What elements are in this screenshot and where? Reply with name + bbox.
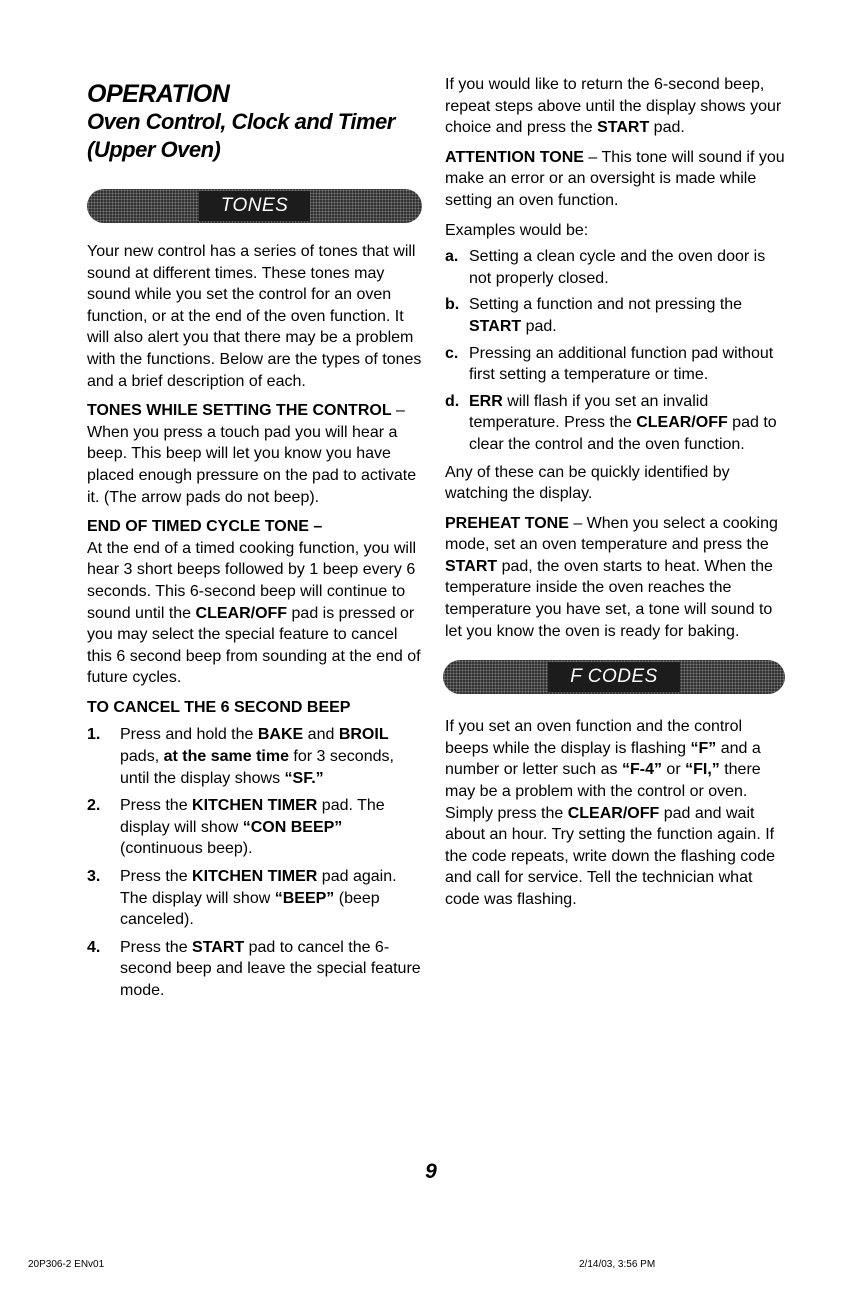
list-item: 4. Press the START pad to cancel the 6-second beep and leave the special feature mode. (87, 938, 421, 999)
page-title: OPERATION (87, 80, 230, 108)
attention-examples (445, 246, 785, 455)
left-column (87, 80, 422, 1002)
attention-heading: ATTENTION TONE (445, 148, 584, 166)
section-subtitle: (Upper Oven) (87, 137, 221, 162)
end-timed-heading: END OF TIMED CYCLE TONE – (87, 518, 323, 536)
preheat-paragraph: PREHEAT TONE – When you select a cooking mode, set an oven temperature and press the START pad, the oven starts to heat. When the temperature inside the oven reaches the temperature you have set, a tone will sound to let you know the oven is ready for baking. (445, 514, 778, 640)
return-note-paragraph: If you would like to return the 6-second beep, repeat steps above until the display shows your choice and press the START pad. (445, 76, 782, 137)
cancel-heading: TO CANCEL THE 6 SECOND BEEP (87, 698, 351, 716)
attention-paragraph: ATTENTION TONE – This tone will sound if you make an error or an oversight is made while setting an oven function. (445, 148, 785, 209)
fcodes-paragraph: If you set an oven function and the control beeps while the display is flashing “F” and a number or letter such as “F-4” or “FI,” there may be a problem with the control or oven. Simply press the CLEAR/OFF pad and wait about an hour. Try setting the function again. If the code repeats, write down the flashing code and call for service. Tell the technician what code was flashing. (445, 718, 775, 908)
intro-paragraph: Your new control has a series of tones that will sound at different times. These tones may sound while you set the control for an oven function, or at the end of the oven function. It will also alert you that there may be a problem with the functions. Below are the types of tones and a brief description of each. (87, 243, 422, 390)
list-item: a. Setting a clean cycle and the oven door is not properly closed. (445, 248, 766, 287)
fcodes-banner-label: F CODES (548, 662, 680, 692)
preheat-heading: PREHEAT TONE (445, 514, 569, 532)
footer-doc-code: 20P306-2 ENv01 (28, 1259, 105, 1270)
end-timed-paragraph: At the end of a timed cooking function, you will hear 3 short beeps followed by 1 beep every 6 seconds. This 6-second beep will continue to sound until the CLEAR/OFF pad is pressed or you may select the special feature to cancel this 6 second beep from sounding at the end of future cycles. (87, 539, 421, 687)
tones-banner-label: TONES (199, 191, 311, 221)
right-column (445, 74, 785, 911)
tones-setting-heading: TONES WHILE SETTING THE CONTROL (87, 402, 392, 420)
list-item: 3. Press the KITCHEN TIMER pad again. The display will show “BEEP” (beep canceled). (87, 868, 397, 929)
tones-setting-text: When you press a touch pad you will hear a beep. This beep will let you know you have placed enough pressure on the pad to activate it. (The arrow pads do not beep). (87, 423, 417, 506)
section-title: Oven Control, Clock and Timer (87, 109, 395, 134)
tones-banner (87, 189, 422, 223)
list-item: b. Setting a function and not pressing the START pad. (445, 296, 743, 335)
fcodes-banner (443, 660, 785, 694)
attention-summary: Any of these can be quickly identified by watching the display. (445, 463, 730, 503)
cancel-steps (87, 724, 422, 1001)
list-item: 1. Press and hold the BAKE and BROIL pads, at the same time for 3 seconds, until the display shows “SF.” (87, 726, 394, 787)
clear-off-label: CLEAR/OFF (195, 604, 288, 622)
footer-timestamp: 2/14/03, 3:56 PM (579, 1259, 656, 1270)
examples-label: Examples would be: (445, 221, 589, 239)
list-item: c. Pressing an additional function pad without first setting a temperature or time. (445, 344, 774, 384)
tones-setting-paragraph (87, 400, 422, 508)
list-item: 2. Press the KITCHEN TIMER pad. The display will show “CON BEEP” (continuous beep). (87, 797, 385, 858)
tones-setting-dash: – (391, 402, 405, 420)
list-item: d. ERR will flash if you set an invalid temperature. Press the CLEAR/OFF pad to clear the control and the oven function. (445, 392, 777, 453)
page-number: 9 (425, 1160, 437, 1183)
